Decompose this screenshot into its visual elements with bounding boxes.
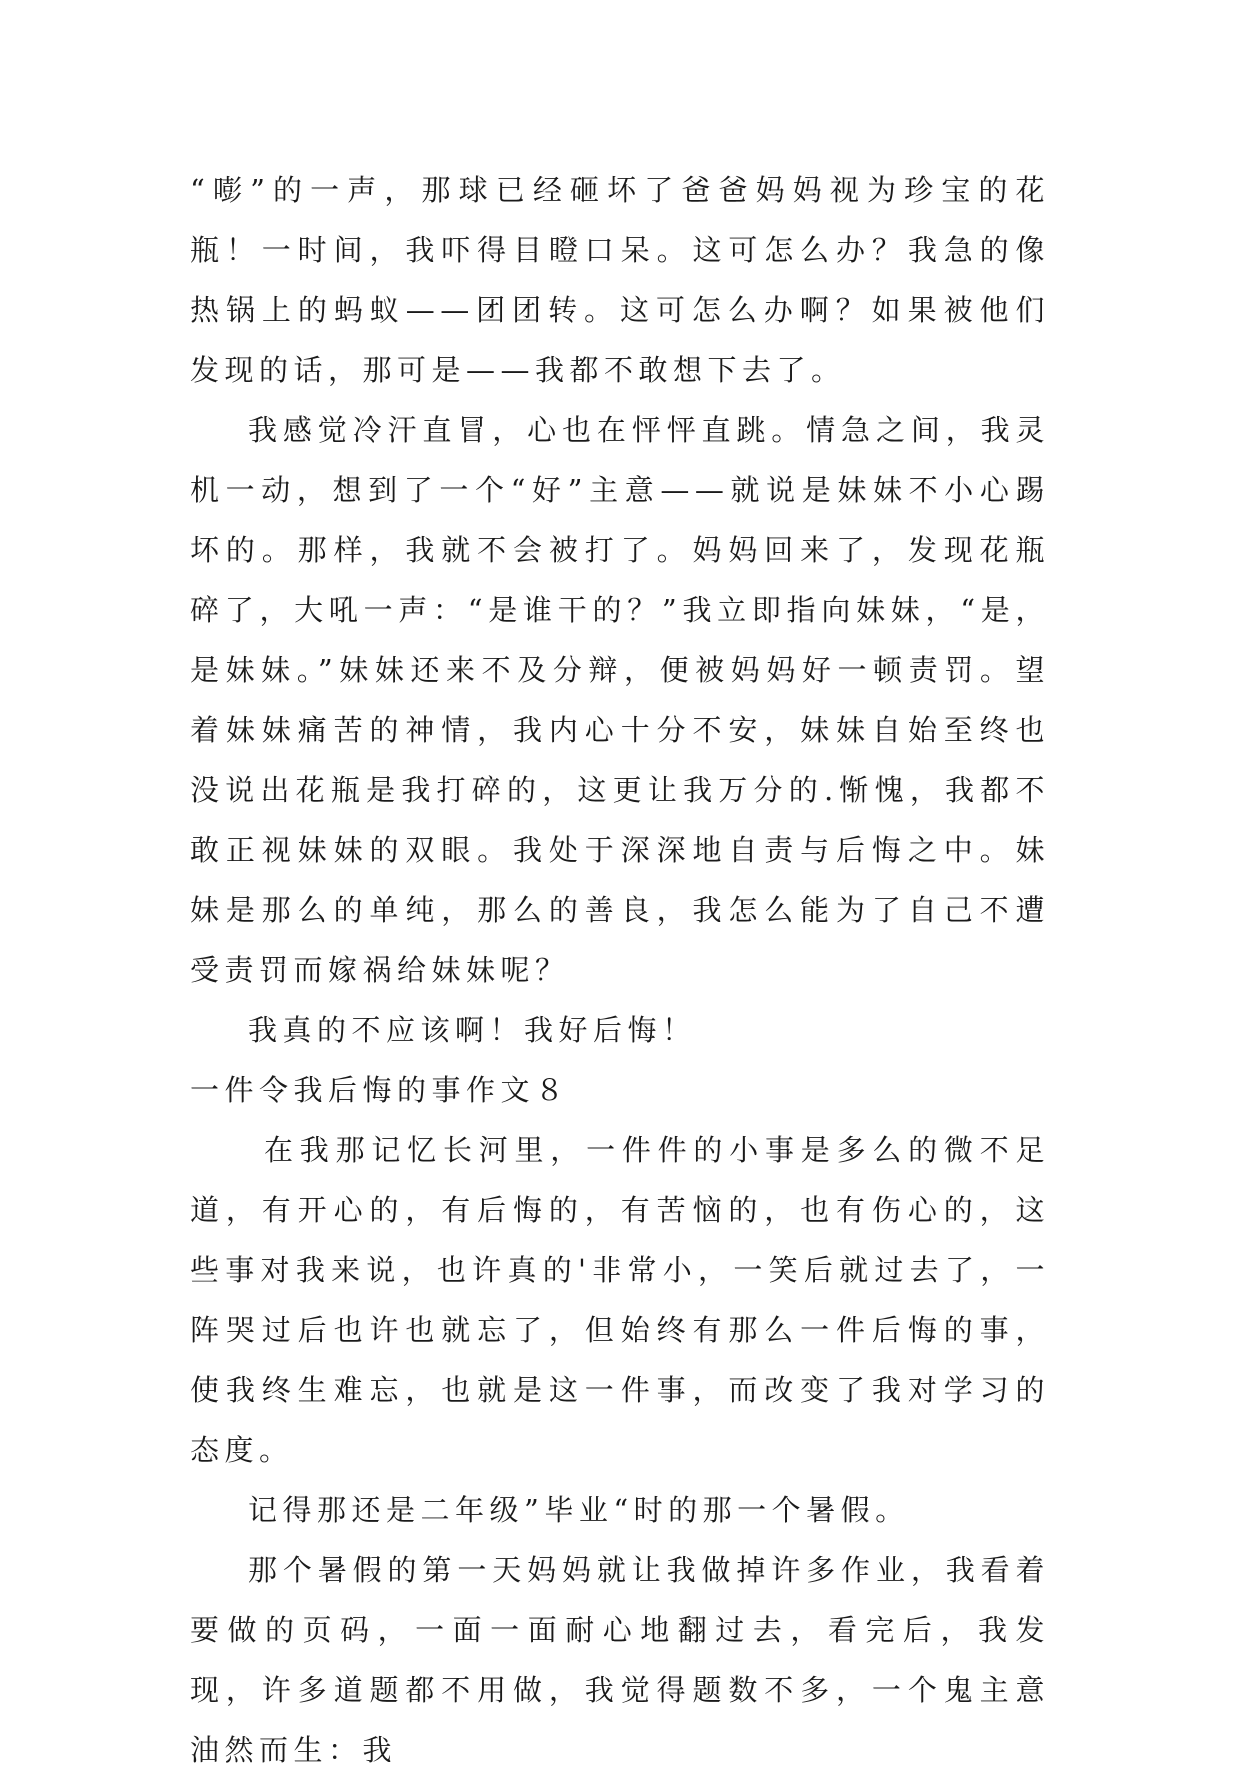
paragraph-vase-broken: “嘭”的一声，那球已经砸坏了爸爸妈妈视为珍宝的花瓶！一时间，我吓得目瞪口呆。这可怎么办？我急的像热锅上的蚂蚁——团团转。这可怎么办啊？如果被他们发现的话，那可是——我都不敢想下去了。: [190, 173, 1050, 387]
paragraph-memory-river: 在我那记忆长河里，一件件的小事是多么的微不足道，有开心的，有后悔的，有苦恼的，也有伤心的，这些事对我来说，也许真的'非常小，一笑后就过去了，一阵哭过后也许也就忘了，但始终有那么一件后悔的事，使我终生难忘，也就是这一件事，而改变了我对学习的态度。: [190, 1133, 1050, 1467]
document-body: [190, 160, 1050, 1780]
paragraph-regret: 我真的不应该啊！我好后悔！: [248, 1013, 697, 1047]
paragraph-homework: 那个暑假的第一天妈妈就让我做掉许多作业，我看着要做的页码，一面一面耐心地翻过去，看完后，我发现，许多道题都不用做，我觉得题数不多，一个鬼主意油然而生：我: [190, 1553, 1050, 1767]
paragraph-summer-vacation: 记得那还是二年级”毕业“时的那一个暑假。: [248, 1493, 910, 1527]
section-title: 一件令我后悔的事作文８: [190, 1073, 570, 1107]
paragraph-blame-sister: 我感觉冷汗直冒，心也在怦怦直跳。情急之间，我灵机一动，想到了一个“好”主意——就说是妹妹不小心踢坏的。那样，我就不会被打了。妈妈回来了，发现花瓶碎了，大吼一声：“是谁干的？”我立即指向妹妹，“是，是妹妹。”妹妹还来不及分辩，便被妈妈好一顿责罚。望着妹妹痛苦的神情，我内心十分不安，妹妹自始至终也没说出花瓶是我打碎的，这更让我万分的.惭愧，我都不敢正视妹妹的双眼。我处于深深地自责与后悔之中。妹妹是那么的单纯，那么的善良，我怎么能为了自己不遭受责罚而嫁祸给妹妹呢？: [190, 413, 1050, 987]
